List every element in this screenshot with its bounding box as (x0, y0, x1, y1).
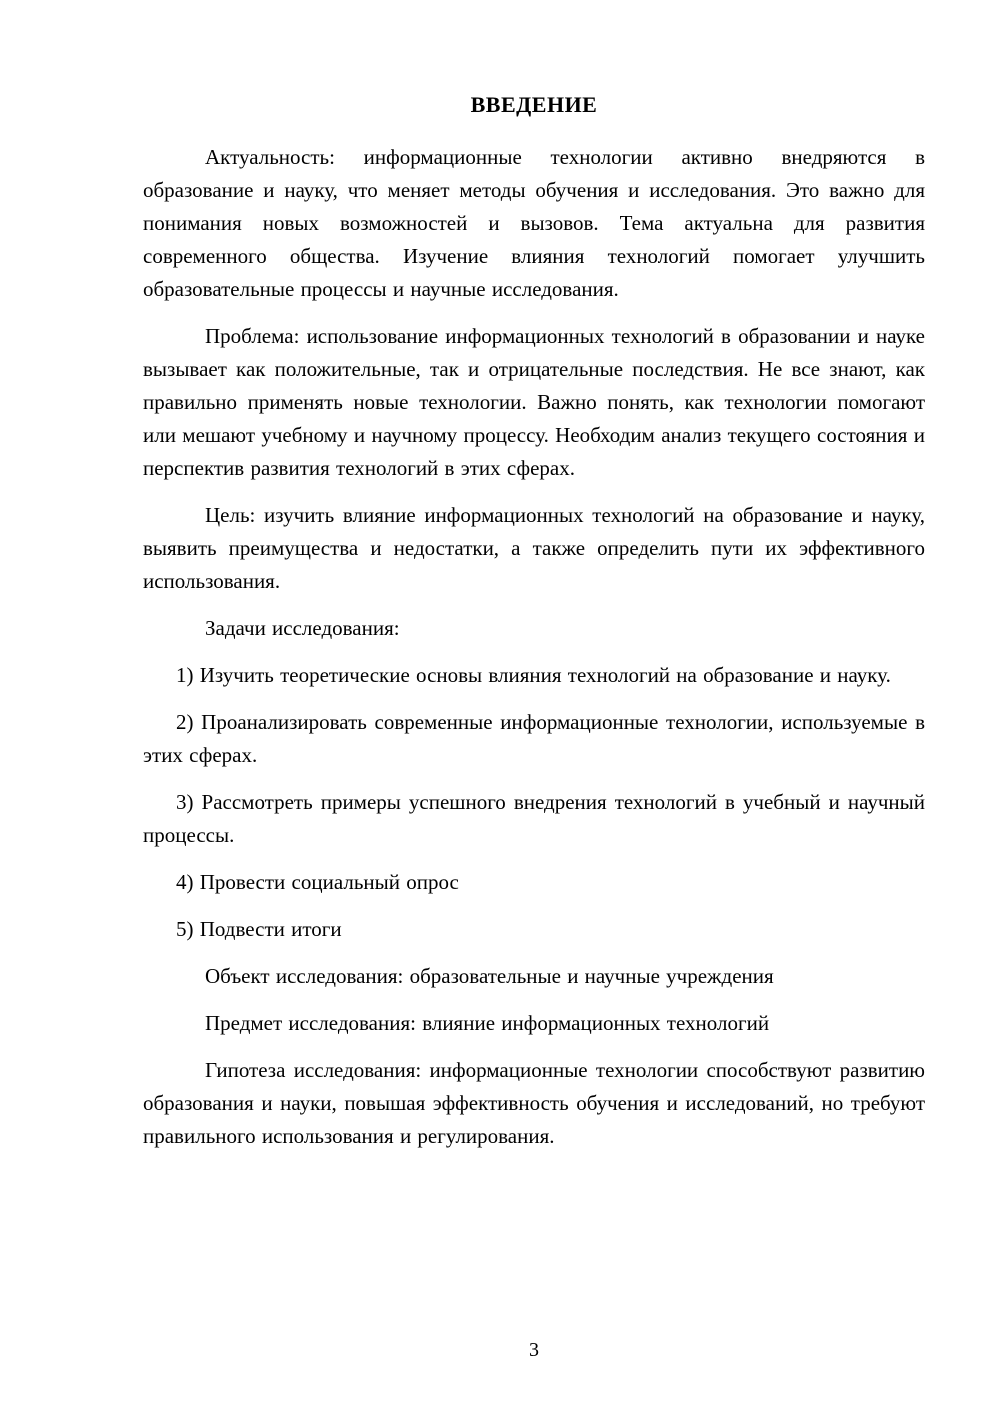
page-title: ВВЕДЕНИЕ (470, 92, 598, 117)
paragraph-tasks-header: Задачи исследования: (205, 616, 400, 640)
paragraph-object: Объект исследования: образовательные и научные учреждения (205, 964, 774, 988)
task-item-1: 1) Изучить теоретические основы влияния технологий на образование и науку. (176, 663, 891, 687)
paragraph-goal: Цель: изучить влияние информационных технологий на образование и науку, выявить преимущества и недостатки, а также определить пути их эффективного использования. (143, 503, 925, 593)
paragraph-hypothesis: Гипотеза исследования: информационные технологии способствуют развитию образования и науки, повышая эффективность обучения и исследований, но требуют правильного использования и регулирования. (143, 1058, 925, 1148)
task-item-5: 5) Подвести итоги (176, 917, 342, 941)
paragraph-relevance: Актуальность: информационные технологии активно внедряются в образование и науку, что меняет методы обучения и исследования. Это важно для понимания новых возможностей и вызовов. Тема актуальна для развития современного общества. Изучение влияния технологий помогает улучшить образовательные процессы и научные исследования. (143, 145, 925, 301)
paragraph-subject: Предмет исследования: влияние информационных технологий (205, 1011, 770, 1035)
task-item-2: 2) Проанализировать современные информационные технологии, используемые в этих сферах. (143, 710, 925, 767)
page-number: 3 (529, 1339, 539, 1361)
task-item-4: 4) Провести социальный опрос (176, 870, 459, 894)
paragraph-problem: Проблема: использование информационных технологий в образовании и науке вызывает как положительные, так и отрицательные последствия. Не все знают, как правильно применять новые технологии. Важно понять, как технологии помогают или мешают учебному и научному процессу. Необходим анализ текущего состояния и перспектив развития технологий в этих сферах. (143, 324, 925, 480)
task-item-3: 3) Рассмотреть примеры успешного внедрения технологий в учебный и научный процессы. (143, 790, 925, 847)
document-content (143, 88, 925, 1167)
